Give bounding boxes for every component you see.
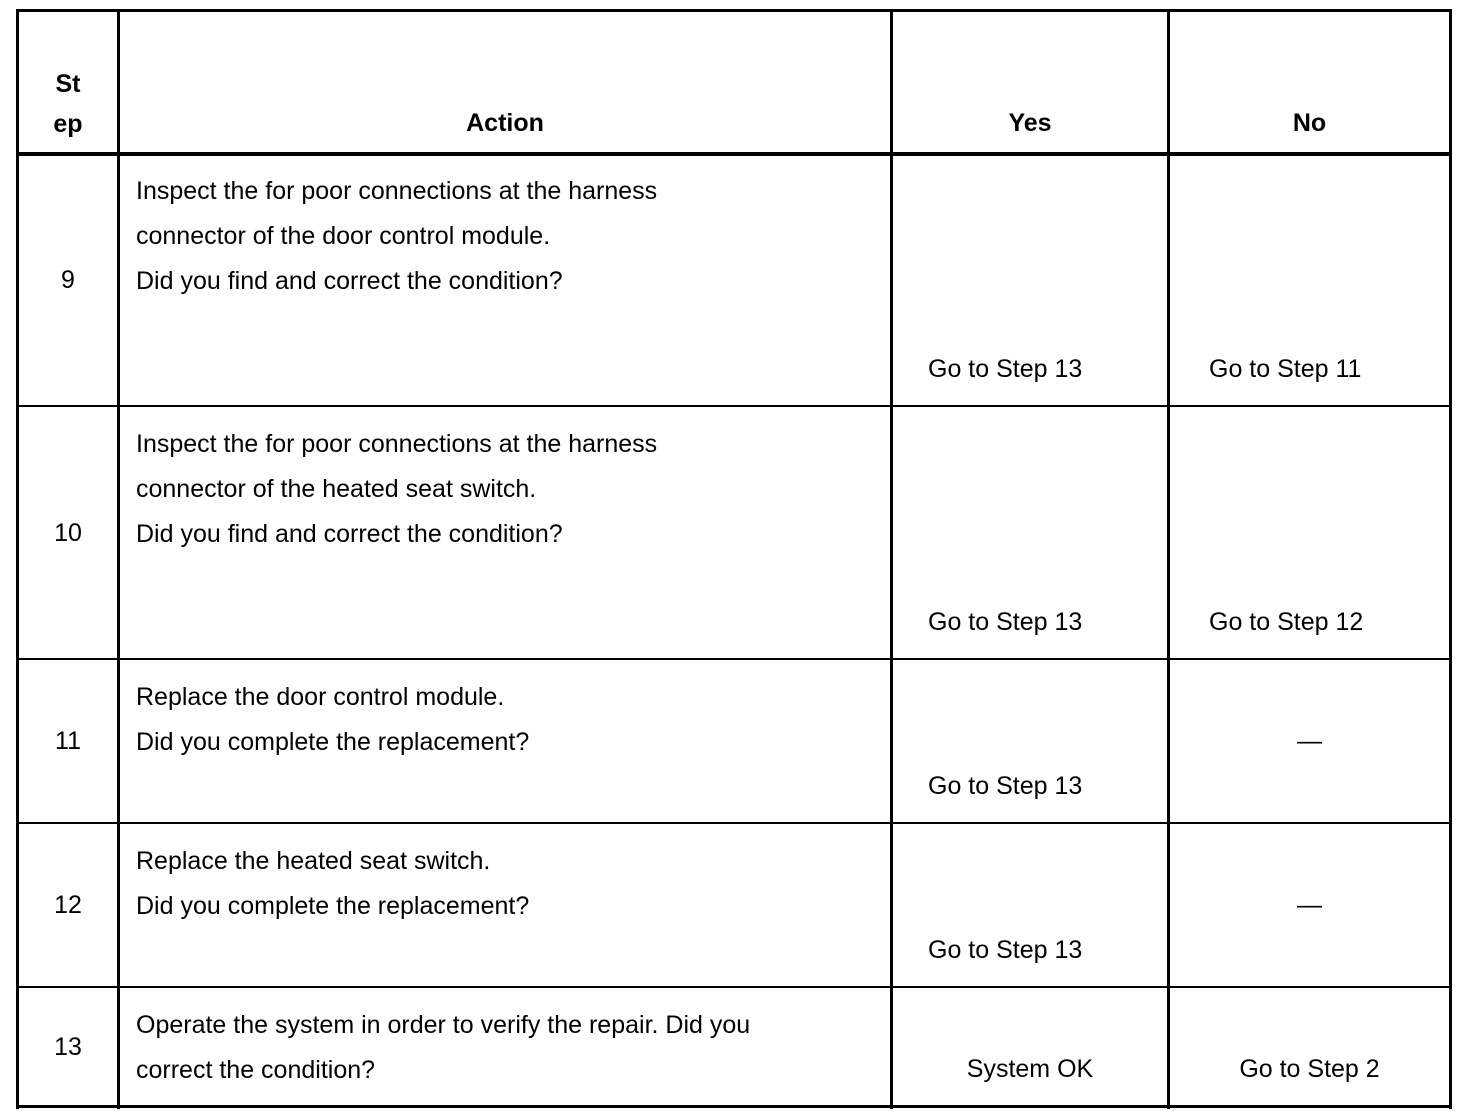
column-divider (890, 9, 893, 1109)
no-result-dash: — (1297, 891, 1322, 919)
action-line: Did you complete the replacement? (136, 728, 530, 756)
row-divider (16, 658, 1452, 660)
table-border-top (16, 9, 1452, 12)
step-number: 11 (55, 727, 81, 755)
action-text (136, 675, 529, 765)
step-number: 13 (54, 1033, 82, 1061)
action-line: connector of the door control module. (136, 222, 551, 250)
yes-result: System OK (966, 1055, 1094, 1083)
action-line: Did you find and correct the condition? (136, 267, 563, 295)
header-yes: Yes (1008, 109, 1052, 137)
header-action: Action (466, 109, 544, 137)
column-divider (117, 9, 120, 1109)
action-text (136, 1003, 750, 1093)
no-result: Go to Step 2 (1239, 1055, 1380, 1083)
yes-result: Go to Step 13 (928, 355, 1083, 383)
table-border-left (16, 9, 19, 1109)
action-text (136, 839, 529, 929)
header-divider (16, 152, 1452, 156)
row-divider (16, 986, 1452, 988)
yes-result: Go to Step 13 (928, 772, 1083, 800)
header-step-line-1: St (55, 70, 81, 98)
header-step (19, 64, 117, 144)
table-border-bottom (16, 1105, 1452, 1108)
action-line: Inspect the for poor connections at the harness (136, 177, 658, 205)
step-number: 9 (61, 266, 75, 294)
row-divider (16, 405, 1452, 407)
table-border-right (1449, 9, 1452, 1109)
yes-result: Go to Step 13 (928, 936, 1083, 964)
no-result: Go to Step 12 (1209, 608, 1364, 636)
action-line: Did you find and correct the condition? (136, 520, 563, 548)
action-line: Replace the door control module. (136, 683, 505, 711)
column-divider (1167, 9, 1170, 1109)
action-text (136, 169, 657, 304)
step-number: 12 (54, 891, 82, 919)
diagnostic-table (16, 9, 1452, 1109)
row-divider (16, 822, 1452, 824)
header-no: No (1292, 109, 1327, 137)
action-line: correct the condition? (136, 1056, 376, 1084)
action-line: Replace the heated seat switch. (136, 847, 491, 875)
action-line: Did you complete the replacement? (136, 892, 530, 920)
no-result-dash: — (1297, 727, 1322, 755)
yes-result: Go to Step 13 (928, 608, 1083, 636)
header-step-line-2: ep (53, 110, 83, 138)
action-line: connector of the heated seat switch. (136, 475, 537, 503)
step-number: 10 (54, 519, 82, 547)
action-line: Inspect the for poor connections at the harness (136, 430, 658, 458)
action-text (136, 422, 657, 557)
action-line: Operate the system in order to verify the repair. Did you (136, 1011, 751, 1039)
no-result: Go to Step 11 (1209, 355, 1362, 383)
